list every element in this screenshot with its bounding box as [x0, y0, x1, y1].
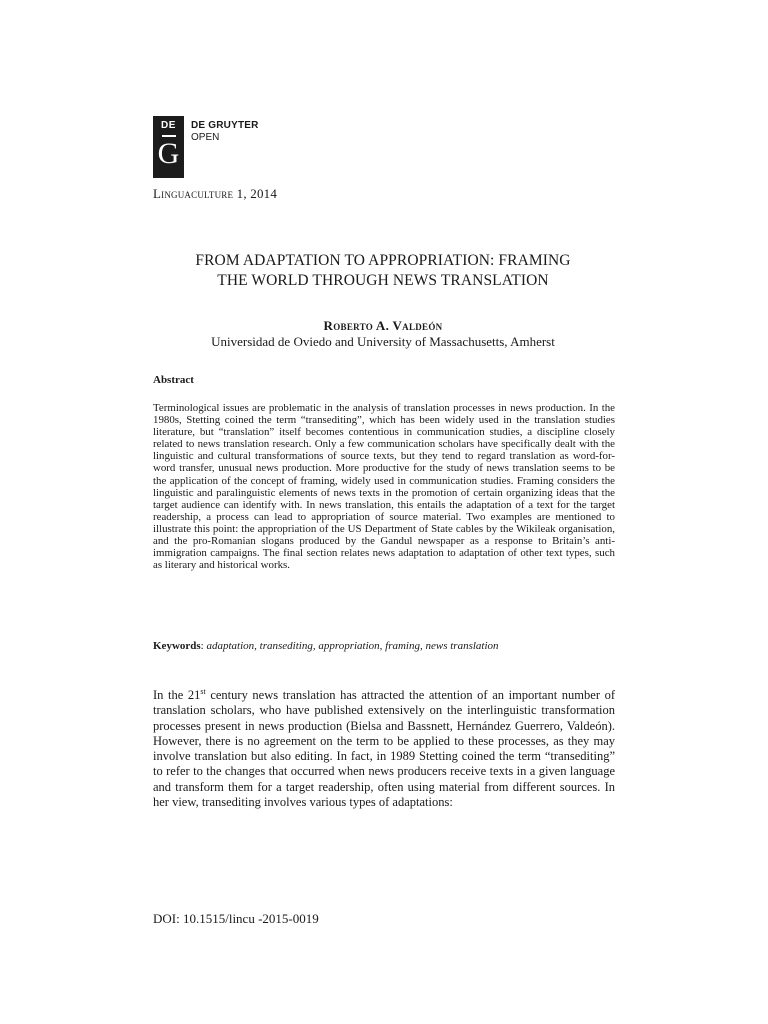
publisher-name: DE GRUYTER — [191, 120, 259, 131]
article-title-line-1: FROM ADAPTATION TO APPROPRIATION: FRAMING — [195, 252, 571, 269]
keywords-list: adaptation, transediting, appropriation, framing, news translation — [206, 640, 499, 652]
logo-mark-top: DE — [161, 120, 176, 131]
abstract-heading: Abstract — [153, 374, 194, 386]
body-paragraph — [153, 688, 615, 810]
author-affiliation: Universidad de Oviedo and University of Massachusetts, Amherst — [211, 334, 555, 349]
logo-mark-bottom: G — [157, 137, 180, 170]
keywords-separator: : — [200, 640, 207, 652]
journal-citation — [153, 186, 277, 202]
body-intro-after-sup: century news translation has attracted the attention of an important number of translation scholars, who have published extensively on the interlinguistic transformation processes present in news production (Bielsa and Bassnett, Hernández Guerrero, Valdeón). However, there is no agreement on the term to be applied to these processes, as they may involve translation but also editing. In fact, in 1989 Stetting coined the term “transediting” to refer to the changes that occurred when news producers receive texts in a given language and transform them for a target readership, often using material from different sources. In her view, transediting involves various types of adaptations: — [153, 688, 615, 810]
journal-issue: 1, 2014 — [233, 186, 278, 201]
journal-name: Linguaculture — [153, 186, 234, 201]
article-title-line-2: THE WORLD THROUGH NEWS TRANSLATION — [217, 272, 549, 289]
publisher-logo — [153, 116, 259, 178]
body-superscript: st — [200, 686, 206, 696]
keywords — [153, 640, 615, 652]
publisher-sub: OPEN — [191, 132, 220, 143]
article-title — [150, 251, 616, 291]
publisher-logo-mark — [153, 116, 184, 178]
author-name: Roberto A. Valdeón — [323, 318, 443, 333]
abstract-text: Terminological issues are problematic in the analysis of translation processes in news production. In the 1980s, Stetting coined the term “transediting”, which has been widely used in the translation studies literature, but “translation” itself becomes contentious in communication studies, a discipline closely related to news translation research. Only a few communication scholars have specifically dealt with the linguistic and cultural transformations of source texts, but they tend to regard translation as word-for-word transfer, unusual news production. More productive for the study of news translation seems to be the application of the concept of framing, widely used in communication studies. Framing considers the linguistic and paralinguistic elements of news texts in the promotion of certain organizing ideas that the target audience can identify with. In news translation, this entails the adaptation of a text for the target readership, a process can lead to appropriation of source material. Two examples are mentioned to illustrate this point: the appropriation of the US Department of State cables by the Wikileak organisation, and the pro-Romanian slogans produced by the Gandul newspaper as a response to Britain’s anti-immigration campaigns. The final section relates news adaptation to adaptation of other text types, such as literary and historical works. — [153, 402, 615, 572]
publisher-logo-text — [191, 120, 259, 144]
doi: DOI: 10.1515/lincu -2015-0019 — [153, 911, 319, 926]
keywords-label: Keywords — [153, 640, 201, 652]
body-intro-before-sup: In the 21 — [153, 688, 201, 702]
